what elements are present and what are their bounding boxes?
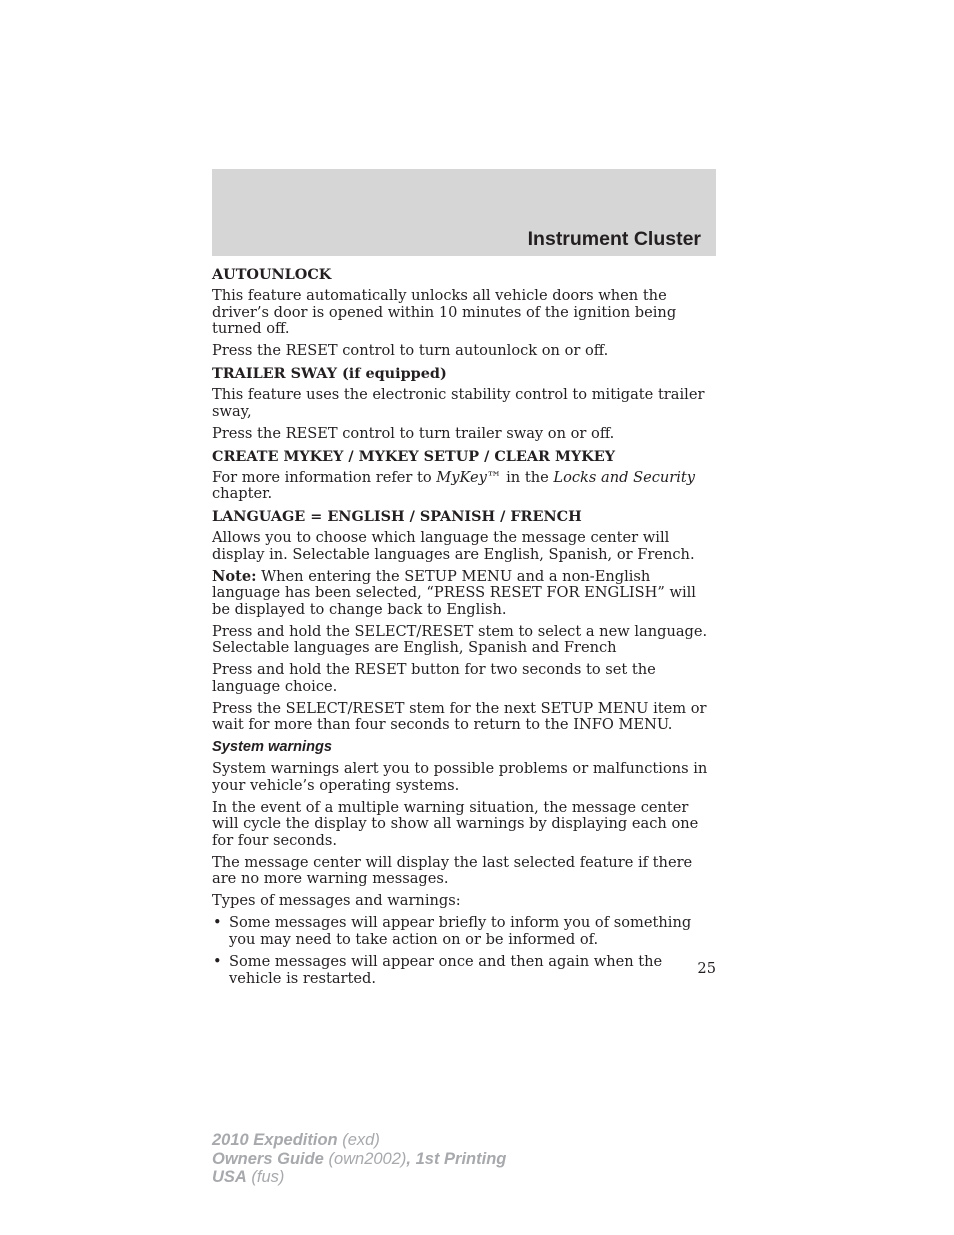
- autounlock-paragraph-2: Press the RESET control to turn autounlock on or off.: [212, 342, 609, 359]
- list-item-text: Some messages will appear once and then again when the vehicle is restarted.: [229, 953, 663, 987]
- system-warnings-paragraph-4: Types of messages and warnings:: [212, 892, 461, 909]
- section-header-band: [212, 169, 716, 256]
- page-number: 25: [697, 960, 716, 977]
- language-note: [212, 569, 717, 619]
- page-content: [212, 266, 717, 993]
- autounlock-heading: AUTOUNLOCK: [212, 266, 332, 283]
- autounlock-paragraph-1: This feature automatically unlocks all vehicle doors when the driver’s door is opened within 10 minutes of the ignition being turned off.: [212, 287, 677, 337]
- document-footer: [212, 1131, 506, 1187]
- footer-guide: Owners Guide: [212, 1149, 324, 1168]
- trailer-sway-heading: TRAILER SWAY (if equipped): [212, 365, 447, 382]
- language-paragraph-1: Allows you to choose which language the message center will display in. Selectable languages are English, Spanish, or French.: [212, 529, 695, 563]
- locks-security-chapter-ref: Locks and Security: [553, 468, 696, 486]
- footer-line-2: [212, 1150, 506, 1169]
- system-warnings-paragraph-1: System warnings alert you to possible problems or malfunctions in your vehicle’s operating systems.: [212, 760, 708, 794]
- system-warnings-heading: System warnings: [212, 739, 333, 755]
- system-warnings-paragraph-3: The message center will display the last selected feature if there are no more warning messages.: [212, 853, 693, 887]
- list-item: [212, 915, 717, 948]
- mykey-link-text: MyKey™: [436, 468, 502, 486]
- mykey-text-suffix: chapter.: [212, 485, 273, 502]
- language-paragraph-3: Press and hold the RESET button for two seconds to set the language choice.: [212, 661, 656, 695]
- section-title: Instrument Cluster: [527, 228, 701, 250]
- footer-printing: , 1st Printing: [406, 1149, 507, 1168]
- language-paragraph-2: Press and hold the SELECT/RESET stem to select a new language. Selectable languages are English, Spanish and French: [212, 622, 708, 656]
- bullet-icon: •: [213, 953, 222, 970]
- language-paragraph-4: Press the SELECT/RESET stem for the next SETUP MENU item or wait for more than four seconds to return to the INFO MENU.: [212, 699, 707, 733]
- footer-line-3: [212, 1168, 506, 1187]
- footer-region-code: (fus): [246, 1168, 285, 1186]
- mykey-text-middle: in the: [501, 468, 554, 486]
- trailer-sway-paragraph-2: Press the RESET control to turn trailer sway on or off.: [212, 424, 615, 442]
- list-item-text: Some messages will appear briefly to inform you of something you may need to take action on or be informed of.: [229, 914, 692, 948]
- footer-region: USA: [212, 1168, 247, 1186]
- mykey-text-prefix: For more information refer to: [212, 468, 437, 486]
- footer-line-1: [212, 1131, 506, 1150]
- footer-guide-code: (own2002): [323, 1149, 407, 1168]
- footer-model: 2010 Expedition: [212, 1131, 338, 1149]
- language-heading: LANGUAGE = ENGLISH / SPANISH / FRENCH: [212, 508, 582, 525]
- footer-model-code: (exd): [337, 1131, 380, 1149]
- bullet-icon: •: [213, 914, 222, 931]
- trailer-sway-paragraph-1: This feature uses the electronic stability control to mitigate trailer sway,: [212, 386, 705, 420]
- system-warnings-paragraph-2: In the event of a multiple warning situation, the message center will cycle the display to show all warnings by displaying each one for four seconds.: [212, 798, 699, 849]
- note-label: Note:: [212, 567, 257, 585]
- note-text: When entering the SETUP MENU and a non-English language has been selected, “PRESS RESET FOR ENGLISH” will be displayed to change back to English.: [212, 567, 696, 618]
- mykey-paragraph: [212, 470, 717, 503]
- mykey-heading: CREATE MYKEY / MYKEY SETUP / CLEAR MYKEY: [212, 447, 615, 465]
